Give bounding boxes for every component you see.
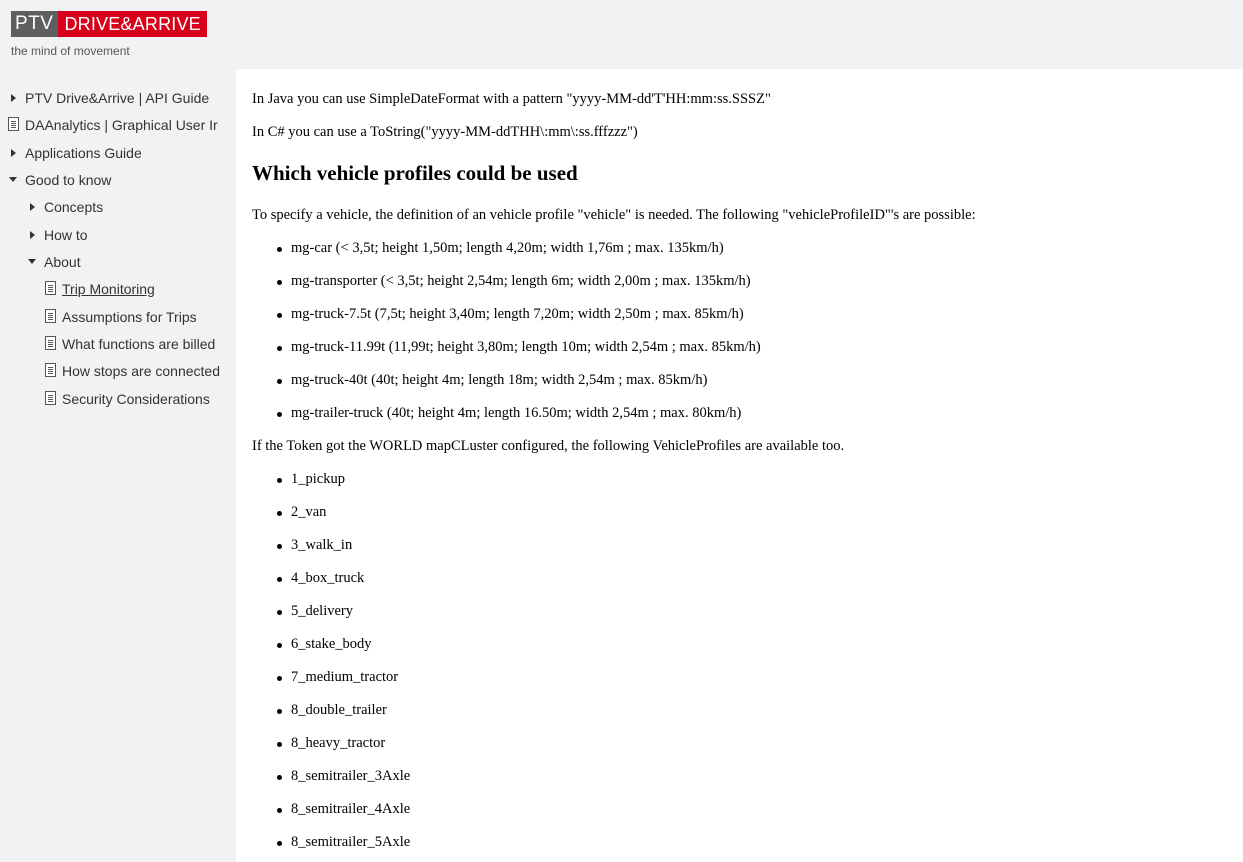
list-item: mg-car (< 3,5t; height 1,50m; length 4,20m; width 1,76m ; max. 135km/h)	[291, 240, 724, 256]
document-icon	[45, 281, 56, 295]
bullet-icon	[277, 478, 282, 483]
bullet-icon	[277, 313, 282, 318]
sidebar-item-label: Concepts	[44, 199, 104, 215]
bullet-icon	[277, 346, 282, 351]
sidebar-item-label: How stops are connected	[62, 363, 220, 379]
bullet-icon	[277, 280, 282, 285]
bullet-icon	[277, 511, 282, 516]
list-item: 1_pickup	[291, 471, 345, 487]
sidebar-item-label: PTV Drive&Arrive | API Guide	[25, 90, 210, 106]
sidebar-nav	[0, 69, 236, 862]
bullet-icon	[277, 643, 282, 648]
list-item: mg-truck-7.5t (7,5t; height 3,40m; length 7,20m; width 2,50m ; max. 85km/h)	[291, 306, 744, 322]
bullet-icon	[277, 247, 282, 252]
main-content	[236, 69, 1243, 862]
logo-drive-arrive-text: DRIVE&ARRIVE	[58, 11, 206, 37]
document-icon	[45, 391, 56, 405]
bullet-icon	[277, 808, 282, 813]
list-item: mg-transporter (< 3,5t; height 2,54m; length 6m; width 2,00m ; max. 135km/h)	[291, 273, 751, 289]
expanded-arrow-icon[interactable]	[9, 177, 17, 182]
list-item: 8_semitrailer_5Axle	[291, 834, 411, 850]
sidebar-item-label: Trip Monitoring	[62, 281, 155, 297]
collapsed-arrow-icon[interactable]	[30, 203, 35, 211]
list-item: 7_medium_tractor	[291, 669, 399, 685]
list-item: mg-truck-40t (40t; height 4m; length 18m; width 2,54m ; max. 85km/h)	[291, 372, 708, 388]
list-item: 8_semitrailer_4Axle	[291, 801, 411, 817]
bullet-icon	[277, 742, 282, 747]
sidebar-item-label: Applications Guide	[25, 145, 142, 161]
sidebar-item-label: Assumptions for Trips	[62, 309, 197, 325]
document-icon	[45, 336, 56, 350]
list-item: 8_heavy_tractor	[291, 735, 386, 751]
list-item: 6_stake_body	[291, 636, 372, 652]
section-heading: Which vehicle profiles could be used	[252, 161, 578, 185]
bullet-icon	[277, 412, 282, 417]
list-item: 2_van	[291, 504, 327, 520]
document-icon	[8, 117, 19, 131]
java-format-paragraph: In Java you can use SimpleDateFormat with a pattern "yyyy-MM-dd'T'HH:mm:ss.SSSZ"	[252, 91, 771, 107]
ptv-logo[interactable]	[11, 11, 207, 37]
document-icon	[45, 363, 56, 377]
bullet-icon	[277, 379, 282, 384]
sidebar-item-label: Good to know	[25, 172, 112, 188]
list-item: 4_box_truck	[291, 570, 365, 586]
sidebar-item-label: Security Considerations	[62, 391, 210, 407]
sidebar-item-label: About	[44, 254, 81, 270]
header	[0, 0, 1243, 69]
bullet-icon	[277, 709, 282, 714]
list-item: 8_double_trailer	[291, 702, 387, 718]
sidebar-item-label: DAAnalytics | Graphical User Ir	[25, 117, 218, 133]
sidebar-item-label: What functions are billed	[62, 336, 216, 352]
bullet-icon	[277, 676, 282, 681]
list-item: mg-truck-11.99t (11,99t; height 3,80m; length 10m; width 2,54m ; max. 85km/h)	[291, 339, 761, 355]
collapsed-arrow-icon[interactable]	[11, 149, 16, 157]
bullet-icon	[277, 610, 282, 615]
list-item: mg-trailer-truck (40t; height 4m; length 16.50m; width 2,54m ; max. 80km/h)	[291, 405, 742, 421]
csharp-format-paragraph: In C# you can use a ToString("yyyy-MM-ddTHH\:mm\:ss.fffzzz")	[252, 124, 638, 140]
bullet-icon	[277, 544, 282, 549]
bullet-icon	[277, 775, 282, 780]
sidebar-item-label: How to	[44, 227, 88, 243]
document-icon	[45, 309, 56, 323]
world-intro-paragraph: If the Token got the WORLD mapCLuster configured, the following VehicleProfiles are available too.	[252, 438, 845, 454]
collapsed-arrow-icon[interactable]	[11, 94, 16, 102]
tagline: the mind of movement	[11, 44, 130, 58]
logo-ptv-text: PTV	[11, 11, 58, 37]
bullet-icon	[277, 841, 282, 846]
list-item: 5_delivery	[291, 603, 354, 619]
list-item: 3_walk_in	[291, 537, 353, 553]
collapsed-arrow-icon[interactable]	[30, 231, 35, 239]
intro-paragraph: To specify a vehicle, the definition of an vehicle profile "vehicle" is needed. The following "vehicleProfileID"'s are possible:	[252, 207, 976, 223]
expanded-arrow-icon[interactable]	[28, 259, 36, 264]
list-item: 8_semitrailer_3Axle	[291, 768, 411, 784]
bullet-icon	[277, 577, 282, 582]
